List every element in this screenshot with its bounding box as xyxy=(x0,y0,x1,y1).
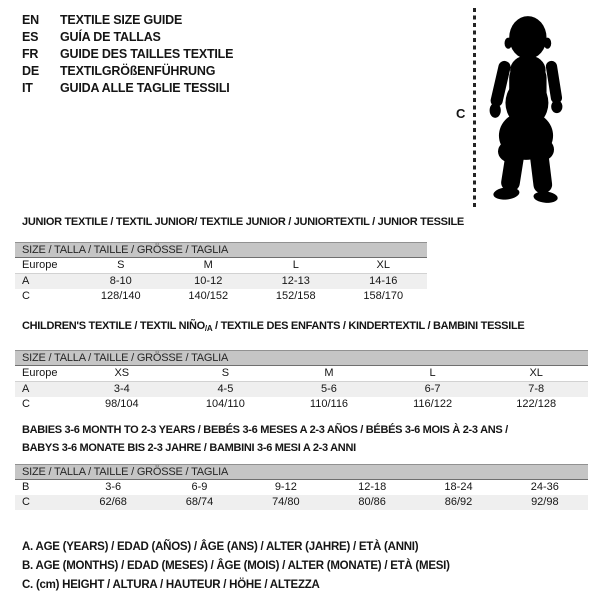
age-cell: 4-5 xyxy=(217,383,234,395)
height-cell: 140/152 xyxy=(188,290,229,302)
height-cell: 86/92 xyxy=(444,496,473,508)
height-measure-label: C xyxy=(456,106,466,121)
lang-text: GUÍA DE TALLAS xyxy=(60,29,161,44)
lang-text: TEXTILGRÖßENFÜHRUNG xyxy=(60,63,216,78)
size-cell: S xyxy=(221,367,230,379)
height-cell: 152/158 xyxy=(275,290,316,302)
size-cell: XL xyxy=(529,367,543,379)
legend-line-c: C. (cm) HEIGHT / ALTURA / HAUTEUR / HÖHE / ALTEZZA xyxy=(22,579,320,591)
age-cell: 8-10 xyxy=(109,275,132,287)
height-cell: 110/116 xyxy=(309,398,349,410)
size-cell: XL xyxy=(376,259,390,271)
size-cell: S xyxy=(117,259,125,271)
legend-line-b: B. AGE (MONTHS) / EDAD (MESES) / ÂGE (MOIS) / ALTER (MONATE) / ETÀ (MESI) xyxy=(22,560,450,572)
months-cell: 24-36 xyxy=(530,481,559,493)
lang-text: GUIDE DES TAILLES TEXTILE xyxy=(60,46,234,61)
table-row-age xyxy=(15,382,588,397)
babies-size-table xyxy=(15,464,588,510)
size-cell: M xyxy=(203,259,213,271)
language-list xyxy=(22,11,233,96)
junior-size-table xyxy=(15,242,427,304)
height-cell: 92/98 xyxy=(531,496,559,508)
lang-row-it xyxy=(22,79,233,96)
lang-row-de xyxy=(22,62,233,79)
row-label: Europe xyxy=(22,259,58,271)
lang-row-fr xyxy=(22,45,233,62)
months-cell: 18-24 xyxy=(444,481,473,493)
table-row-months xyxy=(15,480,588,495)
age-cell: 14-16 xyxy=(369,275,398,287)
lang-row-es xyxy=(22,28,233,45)
height-cell: 80/86 xyxy=(358,496,386,508)
height-cell: 122/128 xyxy=(516,398,557,410)
babies-title-line1: BABIES 3-6 MONTH TO 2-3 YEARS / BEBÉS 3-6 MESES A 2-3 AÑOS / BÉBÉS 3-6 MOIS À 2-3 ANS / xyxy=(22,424,508,436)
height-cell: 98/104 xyxy=(104,398,139,410)
table-row-height xyxy=(15,289,427,304)
children-title-pre: CHILDREN'S TEXTILE / TEXTIL NIÑO xyxy=(22,320,205,332)
babies-title-line2: BABYS 3-6 MONATE BIS 2-3 JAHRE / BAMBINI 3-6 MESI A 2-3 ANNI xyxy=(22,442,356,454)
size-cell: XS xyxy=(114,367,130,379)
height-cell: 116/122 xyxy=(413,398,453,410)
height-cell: 158/170 xyxy=(363,290,404,302)
size-cell: M xyxy=(324,367,334,379)
age-cell: 10-12 xyxy=(194,275,223,287)
junior-section-title: JUNIOR TEXTILE / TEXTIL JUNIOR/ TEXTILE JUNIOR / JUNIORTEXTIL / JUNIOR TESSILE xyxy=(22,216,464,228)
lang-row-en xyxy=(22,11,233,28)
legend-line-a: A. AGE (YEARS) / EDAD (AÑOS) / ÂGE (ANS) / ALTER (JAHRE) / ETÀ (ANNI) xyxy=(22,541,419,553)
children-size-table xyxy=(15,350,588,412)
age-cell: 5-6 xyxy=(321,383,337,395)
babies-section-title xyxy=(22,421,508,457)
lang-text: GUIDA ALLE TAGLIE TESSILI xyxy=(60,80,230,95)
height-cell: 74/80 xyxy=(272,496,300,508)
legend xyxy=(22,538,450,595)
children-title-post: / TEXTILE DES ENFANTS / KINDERTEXTIL / BAMBINI TESSILE xyxy=(212,320,525,332)
row-label: B xyxy=(22,481,30,493)
height-cell: 128/140 xyxy=(100,290,141,302)
row-label: A xyxy=(22,275,30,287)
lang-code: DE xyxy=(22,63,39,78)
table-row-europe xyxy=(15,366,588,382)
age-cell: 12-13 xyxy=(281,275,310,287)
table-row-age xyxy=(15,274,427,289)
lang-code: EN xyxy=(22,12,39,27)
size-cell: L xyxy=(429,367,436,379)
age-cell: 3-4 xyxy=(113,383,130,395)
row-label: Europe xyxy=(22,367,58,379)
height-cell: 62/68 xyxy=(99,496,127,508)
height-cell: 104/110 xyxy=(205,398,245,410)
age-cell: 7-8 xyxy=(528,383,545,395)
months-cell: 12-18 xyxy=(358,481,387,493)
months-cell: 9-12 xyxy=(274,481,297,493)
row-label: A xyxy=(22,383,30,395)
table-header-band: SIZE / TALLA / TAILLE / GRÖSSE / TAGLIA xyxy=(15,350,588,366)
row-label: C xyxy=(22,496,30,508)
row-label: C xyxy=(22,290,30,302)
lang-text: TEXTILE SIZE GUIDE xyxy=(60,12,183,27)
table-header-band: SIZE / TALLA / TAILLE / GRÖSSE / TAGLIA xyxy=(15,464,588,480)
children-title-subscript: /A xyxy=(204,324,213,333)
lang-code: FR xyxy=(22,46,39,61)
months-cell: 6-9 xyxy=(191,481,208,493)
months-cell: 3-6 xyxy=(105,481,122,493)
lang-code: ES xyxy=(22,29,39,44)
height-cell: 68/74 xyxy=(185,496,214,508)
height-measure-dashed-line xyxy=(473,8,476,209)
row-label: C xyxy=(22,398,30,410)
children-section-title xyxy=(22,320,524,333)
table-row-height xyxy=(15,397,588,412)
size-cell: L xyxy=(292,259,299,271)
table-row-europe xyxy=(15,258,427,274)
lang-code: IT xyxy=(22,80,33,95)
age-cell: 6-7 xyxy=(424,383,441,395)
table-header-band: SIZE / TALLA / TAILLE / GRÖSSE / TAGLIA xyxy=(15,242,427,258)
toddler-silhouette-icon xyxy=(484,9,568,208)
table-row-height xyxy=(15,495,588,510)
